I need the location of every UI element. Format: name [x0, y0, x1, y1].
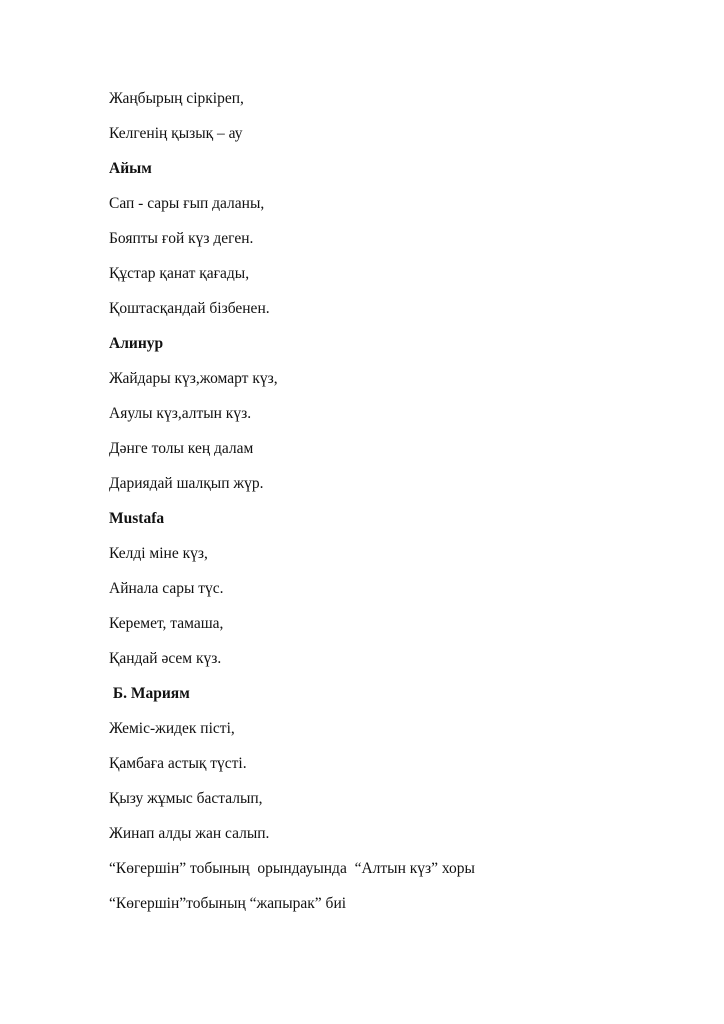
- speaker-name: Mustafa: [109, 510, 165, 527]
- speaker-name: Айым: [109, 160, 152, 177]
- verse-line: Келді міне күз,: [109, 545, 208, 562]
- verse-line: Дариядай шалқып жүр.: [109, 475, 264, 492]
- verse-line: Қамбаға астық түсті.: [109, 755, 247, 772]
- verse-line: Жайдары күз,жомарт күз,: [109, 370, 278, 387]
- verse-line: Келгенің қызық – ау: [109, 125, 243, 142]
- verse-line: Қызу жұмыс басталып,: [109, 790, 263, 807]
- verse-line: Жаңбырың сіркіреп,: [109, 90, 244, 107]
- verse-line: Дәнге толы кең далам: [109, 440, 254, 457]
- speaker-name: Алинур: [109, 335, 164, 352]
- verse-line: Сап - сары ғып даланы,: [109, 195, 265, 212]
- verse-line: Аяулы күз,алтын күз.: [109, 405, 252, 422]
- verse-line: Айнала сары түс.: [109, 580, 224, 597]
- verse-line: Қоштасқандай бізбенен.: [109, 300, 270, 317]
- program-line: “Көгершін” тобының орындауында “Алтын күз” хоры: [109, 860, 475, 877]
- verse-line: Бояпты ғой күз деген.: [109, 230, 254, 247]
- speaker-name: Б. Мариям: [109, 685, 190, 702]
- verse-line: Жинап алды жан салып.: [109, 825, 270, 842]
- verse-line: Керемет, тамаша,: [109, 615, 224, 632]
- program-line: “Көгершін”тобының “жапырак” биі: [109, 895, 347, 912]
- verse-line: Жеміс-жидек пісті,: [109, 720, 235, 737]
- verse-line: Құстар қанат қағады,: [109, 265, 250, 282]
- verse-line: Қандай әсем күз.: [109, 650, 222, 667]
